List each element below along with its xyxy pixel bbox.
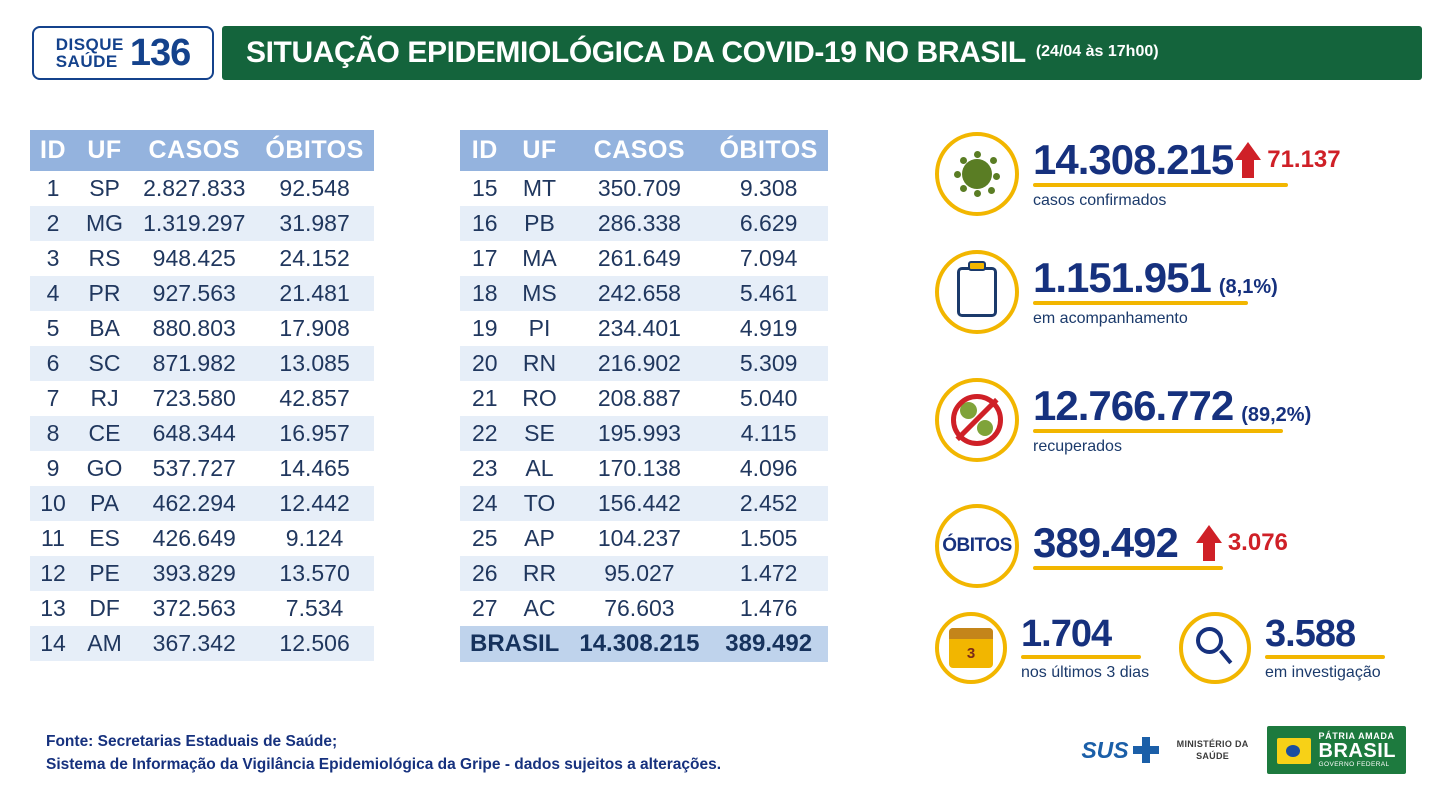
table-row [460,416,828,451]
cell-uf: RS [76,241,133,276]
cell-uf: PA [76,486,133,521]
cell-obitos: 24.152 [255,241,373,276]
obitos-circle-label: ÓBITOS [942,535,1012,556]
header [0,0,1440,104]
cell-uf: SC [76,346,133,381]
hotline-word-saude: SAÚDE [55,52,118,71]
table-row [30,451,374,486]
cell-obitos: 9.124 [255,521,373,556]
cell-uf: AP [510,521,570,556]
cell-uf: RJ [76,381,133,416]
cell-id: 17 [460,241,510,276]
cell-id: 18 [460,276,510,311]
cell-casos: 426.649 [133,521,255,556]
cell-uf: PI [510,311,570,346]
no-virus-icon-shape [951,394,1003,446]
cell-uf: PR [76,276,133,311]
summary-stats [935,122,1425,702]
cell-uf: RN [510,346,570,381]
cell-id: 16 [460,206,510,241]
hotline-word-disque: DISQUE [55,35,124,54]
hotline-words [56,36,124,70]
table-row [30,626,374,661]
hotline-badge [32,26,214,80]
source-line-1: Fonte: Secretarias Estaduais de Saúde; [46,733,338,750]
cell-uf: BA [76,311,133,346]
confirmed-label: casos confirmados [1033,191,1167,209]
obitos-circle [935,504,1019,588]
clipboard-icon [935,250,1019,334]
clipboard-icon-shape [957,267,997,317]
cell-obitos: 6.629 [709,206,827,241]
deaths-underline [1033,566,1223,570]
stat-monitoring-text [1033,253,1278,328]
cell-uf: MG [76,206,133,241]
cell-uf: RO [510,381,570,416]
cell-obitos: 1.472 [709,556,827,591]
monitoring-value: 1.151.951 [1033,253,1211,301]
stat-last3-text [1021,612,1150,682]
cell-obitos: 2.452 [709,486,827,521]
cell-id: 2 [30,206,76,241]
stat-deaths-text [1033,519,1288,570]
cell-obitos: 5.461 [709,276,827,311]
cell-id: 1 [30,171,76,206]
cell-uf: AC [510,591,570,626]
table-row [460,451,828,486]
cross-icon [1133,737,1159,763]
cell-uf: AM [76,626,133,661]
cell-id: 4 [30,276,76,311]
cell-casos: 537.727 [133,451,255,486]
stat-investigation [1179,612,1385,684]
cell-casos: 723.580 [133,381,255,416]
cell-casos: 156.442 [569,486,709,521]
cell-uf: AL [510,451,570,486]
table-row [30,171,374,206]
cell-casos: 880.803 [133,311,255,346]
calendar-3-icon-shape: 3 [949,628,993,668]
cell-id: 9 [30,451,76,486]
cell-casos: 286.338 [569,206,709,241]
monitoring-percent: (8,1%) [1218,275,1278,298]
table-row [460,591,828,626]
cell-obitos: 4.096 [709,451,827,486]
cell-id: 21 [460,381,510,416]
header-id: ID [460,130,510,171]
cell-obitos: 17.908 [255,311,373,346]
cell-casos: 104.237 [569,521,709,556]
cell-casos: 170.138 [569,451,709,486]
ministry-line-1: MINISTÉRIO DA [1176,738,1249,749]
cell-id: 20 [460,346,510,381]
cell-obitos: 14.465 [255,451,373,486]
cell-id: 11 [30,521,76,556]
recovered-label: recuperados [1033,437,1122,455]
recovered-underline [1033,429,1283,433]
table-row [460,521,828,556]
ministry-logo [1177,738,1249,762]
cell-casos: 648.344 [133,416,255,451]
up-arrow-icon [1233,142,1263,178]
table-row [460,346,828,381]
cell-casos: 234.401 [569,311,709,346]
cell-id: 10 [30,486,76,521]
cell-uf: MA [510,241,570,276]
cell-uf: SP [76,171,133,206]
table-row [460,311,828,346]
header-casos: CASOS [133,130,255,171]
cell-id: 25 [460,521,510,556]
confirmed-value: 14.308.215 [1033,135,1234,183]
cell-id: 8 [30,416,76,451]
sus-label: SUS [1081,736,1129,763]
cell-obitos: 9.308 [709,171,827,206]
cell-obitos: 5.309 [709,346,827,381]
investigation-underline [1265,655,1385,659]
table-row [30,521,374,556]
cell-uf: GO [76,451,133,486]
cell-obitos: 13.085 [255,346,373,381]
table-row [30,556,374,591]
no-virus-icon [935,378,1019,462]
investigation-label: em investigação [1265,663,1381,681]
cell-uf: MT [510,171,570,206]
last3-label: nos últimos 3 dias [1021,663,1150,681]
table-row [460,171,828,206]
government-words [1319,732,1396,769]
cell-obitos: 12.442 [255,486,373,521]
header-obitos: ÓBITOS [255,130,373,171]
cell-casos: 393.829 [133,556,255,591]
cell-id: 15 [460,171,510,206]
confirmed-underline [1033,183,1288,187]
stat-confirmed-text [1033,135,1341,210]
stat-confirmed-cases [935,132,1341,216]
cell-casos: 1.319.297 [133,206,255,241]
cell-casos: 76.603 [569,591,709,626]
cell-casos: 242.658 [569,276,709,311]
hotline-number: 136 [129,31,191,74]
cell-casos: 208.887 [569,381,709,416]
cell-obitos: 31.987 [255,206,373,241]
header-uf: UF [510,130,570,171]
cell-obitos: 4.115 [709,416,827,451]
recovered-value: 12.766.772 [1033,381,1234,429]
cell-casos: 927.563 [133,276,255,311]
stat-last-3-days [935,612,1149,684]
table-row [30,591,374,626]
table-total-row [460,626,828,662]
cell-casos: 948.425 [133,241,255,276]
cell-id: 12 [30,556,76,591]
cell-casos: 195.993 [569,416,709,451]
sus-logo [1081,737,1158,764]
table-row [460,241,828,276]
table-row [30,381,374,416]
up-arrow-icon [1194,525,1224,561]
gov-line-3: GOVERNO FEDERAL [1318,761,1390,769]
footer-logos [1081,726,1406,774]
table-row [30,206,374,241]
cell-id: 13 [30,591,76,626]
source-note [46,730,721,777]
deaths-delta: 3.076 [1227,529,1288,556]
last3-value: 1.704 [1021,612,1112,655]
cell-uf: PE [76,556,133,591]
cell-obitos: 16.957 [255,416,373,451]
cell-casos: 372.563 [133,591,255,626]
cell-obitos: 12.506 [255,626,373,661]
magnifier-icon [1179,612,1251,684]
cell-total-obitos: 389.492 [709,626,827,662]
header-bar [222,26,1422,80]
cell-id: 7 [30,381,76,416]
stat-deaths [935,504,1288,588]
header-timestamp: (24/04 às 17h00) [1035,43,1159,60]
table-row [460,206,828,241]
gov-line-2: BRASIL [1318,740,1396,763]
monitoring-label: em acompanhamento [1033,309,1188,327]
table-row [460,381,828,416]
cell-obitos: 7.094 [709,241,827,276]
header-obitos: ÓBITOS [709,130,827,171]
virus-icon [935,132,1019,216]
cell-uf: TO [510,486,570,521]
cell-casos: 261.649 [569,241,709,276]
cell-total-label: BRASIL [460,626,569,662]
cell-casos: 2.827.833 [133,171,255,206]
cell-uf: SE [510,416,570,451]
cell-uf: CE [76,416,133,451]
cell-id: 6 [30,346,76,381]
deaths-value: 389.492 [1033,519,1178,566]
table-header-row [460,130,828,171]
header-uf: UF [76,130,133,171]
cell-obitos: 7.534 [255,591,373,626]
cell-obitos: 5.040 [709,381,827,416]
virus-icon-shape [954,151,1000,197]
confirmed-delta: 71.137 [1267,145,1341,173]
gov-line-1: PÁTRIA AMADA [1318,731,1395,741]
cell-casos: 871.982 [133,346,255,381]
ministry-line-2: SAÚDE [1196,751,1230,762]
magnifier-icon-shape [1192,625,1238,671]
cell-obitos: 13.570 [255,556,373,591]
table-row [460,276,828,311]
cell-uf: PB [510,206,570,241]
stat-recovered-text [1033,381,1312,456]
cell-id: 23 [460,451,510,486]
cell-uf: ES [76,521,133,556]
cell-uf: MS [510,276,570,311]
page-title: SITUAÇÃO EPIDEMIOLÓGICA DA COVID-19 NO BRASIL [246,36,1026,69]
table-row [30,241,374,276]
cell-id: 19 [460,311,510,346]
cell-obitos: 1.505 [709,521,827,556]
cell-id: 24 [460,486,510,521]
table-row [460,486,828,521]
header-id: ID [30,130,76,171]
cell-obitos: 92.548 [255,171,373,206]
cell-id: 22 [460,416,510,451]
cell-casos: 350.709 [569,171,709,206]
cell-casos: 95.027 [569,556,709,591]
table-row [30,416,374,451]
last3-underline [1021,655,1141,659]
cell-total-casos: 14.308.215 [569,626,709,662]
cell-id: 5 [30,311,76,346]
cell-casos: 367.342 [133,626,255,661]
government-logo [1267,726,1406,774]
cell-uf: DF [76,591,133,626]
table-row [460,556,828,591]
cell-obitos: 4.919 [709,311,827,346]
stat-monitoring [935,250,1278,334]
stat-investigation-text [1265,612,1385,682]
table-header-row [30,130,374,171]
table-right [460,130,828,662]
stat-recovered [935,378,1311,462]
table-row [30,346,374,381]
source-line-2: Sistema de Informação da Vigilância Epidemiológica da Gripe - dados sujeitos a alterações. [46,756,722,774]
cell-uf: RR [510,556,570,591]
header-casos: CASOS [569,130,709,171]
table-left [30,130,374,661]
table-row [30,486,374,521]
investigation-value: 3.588 [1265,612,1356,655]
cell-obitos: 42.857 [255,381,373,416]
table-row [30,311,374,346]
cell-id: 14 [30,626,76,661]
monitoring-underline [1033,301,1248,305]
cell-casos: 462.294 [133,486,255,521]
cell-obitos: 1.476 [709,591,827,626]
recovered-percent: (89,2%) [1241,403,1312,426]
cell-id: 27 [460,591,510,626]
cell-id: 3 [30,241,76,276]
cell-id: 26 [460,556,510,591]
table-row [30,276,374,311]
flag-icon [1277,738,1311,764]
cell-casos: 216.902 [569,346,709,381]
cell-obitos: 21.481 [255,276,373,311]
calendar-3-icon [935,612,1007,684]
